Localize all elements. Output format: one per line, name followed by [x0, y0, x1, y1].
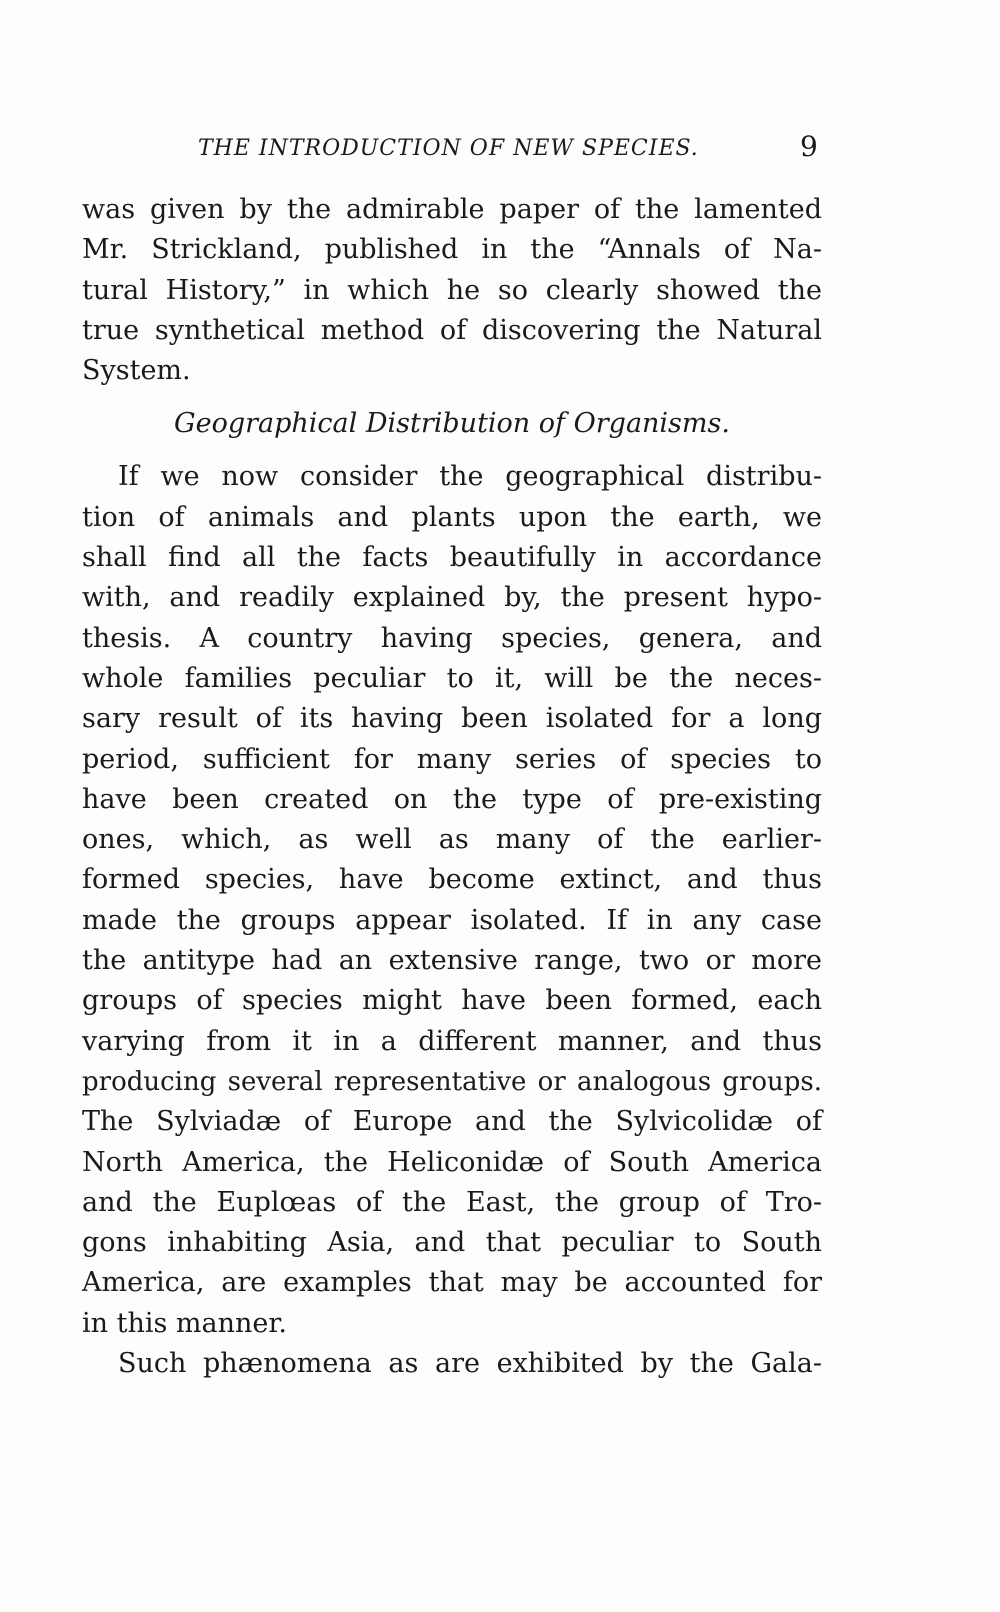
text-line: sary result of its having been isolated for a long	[82, 703, 822, 735]
text-line: Mr. Strickland, published in the “Annals of Na-	[82, 234, 822, 266]
text-line: producing several representative or analogous groups.	[82, 1066, 822, 1097]
paragraph	[82, 457, 822, 1344]
text-line: true synthetical method of discovering the Natural	[82, 314, 822, 346]
paragraph	[82, 1344, 822, 1384]
text-line: was given by the admirable paper of the lamented	[82, 194, 822, 225]
text-line: tural History,” in which he so clearly showed the	[82, 274, 822, 306]
text-line: tion of animals and plants upon the earth, we	[82, 501, 822, 533]
text-line: varying from it in a different manner, and thus	[82, 1025, 822, 1057]
text-line: North America, the Heliconidæ of South America	[82, 1146, 822, 1178]
text-line: have been created on the type of pre-existing	[82, 783, 822, 815]
text-line: ones, which, as well as many of the earlier-	[82, 824, 822, 856]
text-line: If we now consider the geographical distribu-	[118, 461, 822, 493]
text-line: shall find all the facts beautifully in accordance	[82, 542, 822, 574]
text-line: Such phænomena as are exhibited by the Gala-	[118, 1348, 822, 1380]
text-line: and the Euplœas of the East, the group of Tro-	[82, 1186, 822, 1218]
running-title: THE INTRODUCTION OF NEW SPECIES.	[198, 136, 699, 161]
running-head	[150, 128, 820, 168]
text-line: with, and readily explained by, the present hypo-	[82, 582, 822, 614]
text-line: period, sufficient for many series of species to	[82, 743, 822, 775]
page-number: 9	[800, 130, 818, 163]
text-line: the antitype had an extensive range, two or more	[82, 945, 822, 977]
section-heading: Geographical Distribution of Organisms.	[174, 408, 730, 440]
text-line: thesis. A country having species, genera, and	[82, 622, 822, 654]
text-line: groups of species might have been formed, each	[82, 985, 822, 1017]
paragraph	[82, 190, 822, 391]
text-line: gons inhabiting Asia, and that peculiar to South	[82, 1227, 822, 1259]
text-line: made the groups appear isolated. If in any case	[82, 904, 822, 936]
text-line: whole families peculiar to it, will be the neces-	[82, 662, 822, 694]
text-line: System.	[82, 355, 191, 387]
body-text	[82, 190, 822, 1384]
text-line: America, are examples that may be accounted for	[82, 1267, 822, 1299]
text-line: in this manner.	[82, 1307, 287, 1339]
text-line: formed species, have become extinct, and thus	[82, 864, 822, 896]
text-line: The Sylviadæ of Europe and the Sylvicolidæ of	[82, 1106, 822, 1138]
